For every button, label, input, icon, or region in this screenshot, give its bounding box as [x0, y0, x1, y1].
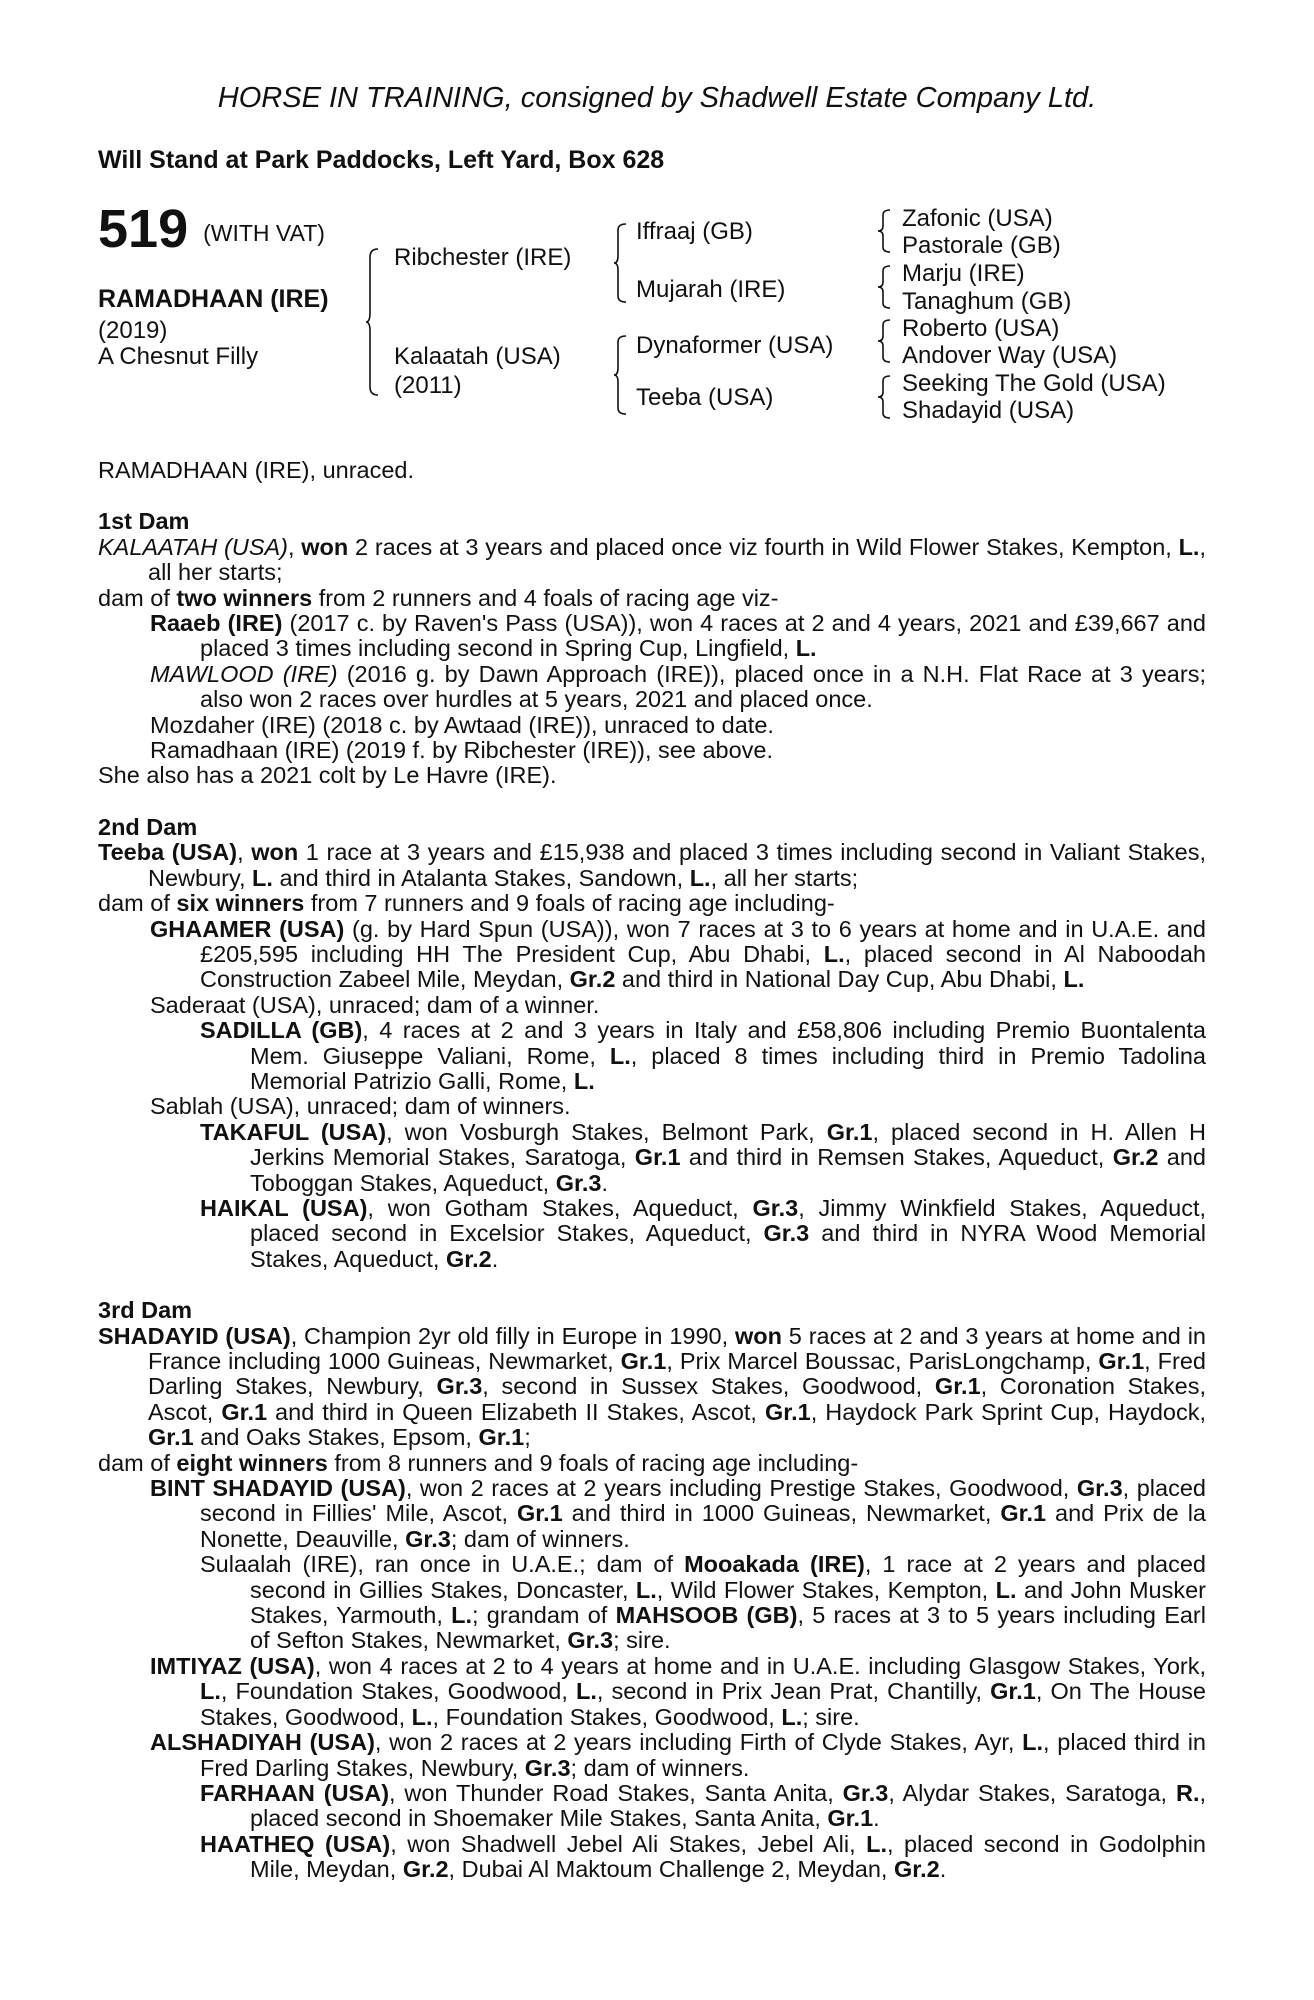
text-segment: Raaeb (IRE): [150, 610, 283, 637]
text-segment: L.: [252, 864, 273, 891]
text-segment: Gr.2: [893, 1856, 940, 1883]
text-segment: .: [939, 1856, 947, 1883]
text-segment: , Fred Darling Stakes, Newbury,: [148, 1348, 1206, 1400]
pedigree-bracket-dam: [614, 334, 628, 416]
text-segment: (2017 c. by Raven's Pass (USA)), won 4 races at 2 and 4 years, 2021 and £39,667 and placed 3 times including second in Spring Cup, Lingfield,: [200, 610, 1206, 662]
text-segment: SADILLA (GB): [200, 1017, 363, 1044]
second-dam-grandfoal-haikal: [98, 1196, 1206, 1272]
text-segment: MAHSOOB (GB): [615, 1602, 798, 1629]
text-segment: and third in 1000 Guineas, Newmarket,: [562, 1500, 1001, 1527]
pedigree-sdd: Tanaghum (GB): [902, 288, 1072, 315]
text-segment: ; sire.: [613, 1627, 671, 1654]
text-segment: won: [734, 1322, 782, 1349]
text-segment: dam of: [98, 584, 177, 611]
second-dam-record: [98, 840, 1206, 891]
text-segment: L.: [575, 1678, 597, 1705]
text-segment: from 8 runners and 9 foals of racing age including-: [327, 1449, 859, 1476]
first-dam-record: [98, 535, 1206, 586]
pedigree-dam-dam: Teeba (USA): [636, 384, 774, 411]
text-segment: ;: [524, 1424, 531, 1451]
text-segment: Gr.3: [524, 1754, 571, 1781]
text-segment: , Wild Flower Stakes, Kempton,: [656, 1576, 996, 1603]
second-dam-foal-ghaamer: [98, 917, 1206, 993]
text-segment: , Coronation Stakes, Ascot,: [148, 1373, 1206, 1425]
second-dam-grandfoal-sadilla: [98, 1018, 1206, 1094]
text-segment: 1 race at 3 years and £15,938 and placed 3 times including second in Valiant Stakes, Newbury,: [148, 839, 1206, 891]
text-segment: 2 races at 3 years and placed once viz fourth in Wild Flower Stakes, Kempton,: [348, 533, 1179, 560]
text-segment: Gr.1: [826, 1118, 873, 1145]
text-segment: Gr.1: [478, 1424, 525, 1451]
text-segment: Gr.2: [569, 966, 616, 993]
text-segment: Gr.3: [842, 1779, 889, 1806]
text-segment: won: [301, 533, 349, 560]
text-segment: 5 races at 2 and 3 years at home and in France including 1000 Guineas, Newmarket,: [148, 1322, 1206, 1374]
second-dam-produce-summary: [98, 891, 1206, 916]
text-segment: two winners: [176, 584, 313, 611]
text-segment: Gr.1: [1098, 1348, 1145, 1374]
catalogue-body: [98, 458, 1206, 1883]
text-segment: , won 2 races at 2 years including Firth of Clyde Stakes, Ayr,: [374, 1729, 1023, 1756]
text-segment: .: [873, 1805, 880, 1832]
text-segment: , won Vosburgh Stakes, Belmont Park,: [386, 1118, 827, 1145]
page-header: HORSE IN TRAINING, consigned by Shadwell Estate Company Ltd.: [217, 82, 1097, 114]
text-segment: HAATHEQ (USA): [200, 1830, 391, 1857]
text-segment: , On The House Stakes, Goodwood,: [200, 1678, 1206, 1730]
text-segment: TAKAFUL (USA): [200, 1118, 387, 1145]
text-segment: Gr.1: [764, 1398, 811, 1425]
text-segment: and third in Atalanta Stakes, Sandown,: [272, 864, 690, 891]
pedigree-sss: Zafonic (USA): [902, 205, 1053, 232]
second-dam-heading: 2nd Dam: [98, 813, 198, 840]
horse-name: RAMADHAAN (IRE): [98, 285, 329, 313]
text-segment: Gr.2: [402, 1856, 449, 1883]
lot-number: [98, 199, 325, 260]
pedigree-bracket-main: [366, 247, 380, 397]
third-dam-grandfoal-haatheq: [98, 1832, 1206, 1883]
pedigree-bracket-dd: [878, 374, 892, 420]
stand-location: Will Stand at Park Paddocks, Left Yard, Box 628: [98, 146, 665, 174]
second-dam-foal-saderaat: Saderaat (USA), unraced; dam of a winner.: [150, 991, 600, 1018]
text-segment: L.: [823, 940, 845, 967]
pedigree-bracket-ss: [878, 208, 892, 254]
text-segment: , placed second in H. Allen H Jerkins Memorial Stakes, Saratoga,: [250, 1118, 1207, 1171]
first-dam-foal-raaeb: [98, 611, 1206, 662]
text-segment: dam of: [98, 890, 177, 917]
text-segment: , placed third in Fred Darling Stakes, Newbury,: [200, 1729, 1206, 1781]
text-segment: .: [601, 1169, 608, 1196]
text-segment: GHAAMER (USA): [150, 915, 345, 942]
text-segment: six winners: [176, 890, 305, 917]
text-segment: L.: [411, 1703, 433, 1730]
text-segment: Gr.3: [752, 1194, 799, 1221]
pedigree-bracket-sire: [614, 222, 628, 304]
third-dam-foal-imtiyaz: [98, 1654, 1206, 1730]
text-segment: (g. by Hard Spun (USA)), won 7 races at 3 to 6 years at home and in U.A.E. and £205,595 including HH The President Cup, Abu Dhabi,: [200, 915, 1206, 967]
text-segment: , 5 races at 3 to 5 years including Earl of Sefton Stakes, Newmarket,: [250, 1602, 1206, 1654]
third-dam-grandfoal-farhaan: [98, 1781, 1206, 1832]
pedigree-dam: Kalaatah (USA): [394, 343, 561, 370]
text-segment: won: [251, 839, 299, 866]
lot-number-value: 519: [98, 199, 189, 259]
pedigree-sire-dam: Mujarah (IRE): [636, 276, 786, 303]
pedigree-ssd: Pastorale (GB): [902, 232, 1061, 259]
text-segment: HAIKAL (USA): [200, 1194, 368, 1221]
text-segment: Mooakada (IRE): [684, 1551, 865, 1578]
text-segment: Gr.1: [827, 1805, 874, 1832]
pedigree-bracket-ds: [878, 318, 892, 364]
third-dam-foal-alshadiyah: [98, 1730, 1206, 1781]
text-segment: (2016 g. by Dawn Approach (IRE)), placed once in a N.H. Flat Race at 3 years; also won 2 races over hurdles at 5 years, 2021 and placed once.: [200, 660, 1206, 713]
pedigree-dam-year: (2011): [394, 372, 462, 399]
second-dam-foal-sablah: Sablah (USA), unraced; dam of winners.: [150, 1093, 571, 1120]
text-segment: L.: [795, 635, 817, 662]
horse-year: (2019): [98, 317, 168, 344]
text-segment: , Jimmy Winkfield Stakes, Aqueduct, placed second in Excelsior Stakes, Aqueduct,: [250, 1194, 1206, 1247]
text-segment: , all her starts;: [710, 864, 859, 891]
text-segment: Gr.1: [517, 1500, 563, 1527]
third-dam-grandfoal-sulaalah: [98, 1552, 1206, 1654]
first-dam-produce-summary: [98, 586, 1206, 611]
pedigree-dam-sire: Dynaformer (USA): [636, 332, 834, 359]
text-segment: , second in Sussex Stakes, Goodwood,: [482, 1373, 935, 1400]
first-dam-foal-mozdaher: Mozdaher (IRE) (2018 c. by Awtaad (IRE)), unraced to date.: [150, 711, 774, 738]
text-segment: KALAATAH (USA): [98, 533, 288, 560]
text-segment: and third in Remsen Stakes, Aqueduct,: [680, 1144, 1113, 1171]
text-segment: Gr.3: [763, 1220, 810, 1247]
text-segment: from 2 runners and 4 foals of racing age viz-: [312, 584, 779, 611]
text-segment: L.: [781, 1703, 803, 1730]
text-segment: Gr.1: [990, 1678, 1036, 1705]
text-segment: L.: [609, 1042, 631, 1069]
pedigree-sire-sire: Iffraaj (GB): [636, 218, 753, 245]
third-dam-produce-summary: [98, 1451, 1206, 1476]
text-segment: , placed second in Fillies' Mile, Ascot,: [200, 1475, 1206, 1527]
second-dam-grandfoal-takaful: [98, 1120, 1206, 1196]
horse-description: A Chesnut Filly: [98, 343, 259, 370]
text-segment: Gr.3: [1076, 1475, 1123, 1502]
text-segment: , Prix Marcel Boussac, ParisLongchamp,: [666, 1348, 1099, 1374]
text-segment: and Oaks Stakes, Epsom,: [193, 1424, 479, 1451]
text-segment: Gr.2: [445, 1245, 492, 1272]
pedigree-dds: Seeking The Gold (USA): [902, 370, 1166, 397]
text-segment: , placed second in Shoemaker Mile Stakes, Santa Anita,: [250, 1779, 1206, 1832]
text-segment: L.: [1022, 1729, 1044, 1756]
text-segment: ; sire.: [802, 1703, 860, 1730]
pedigree-bracket-sd: [878, 264, 892, 310]
text-segment: L.: [1178, 533, 1200, 560]
text-segment: , placed second in Godolphin Mile, Meydan,: [250, 1830, 1206, 1883]
text-segment: , won Gotham Stakes, Aqueduct,: [367, 1194, 753, 1221]
text-segment: MAWLOOD (IRE): [150, 660, 338, 687]
text-segment: L.: [1063, 966, 1085, 993]
text-segment: from 7 runners and 9 foals of racing age including-: [304, 890, 835, 917]
text-segment: L.: [995, 1576, 1017, 1603]
text-segment: ; grandam of: [471, 1602, 616, 1629]
text-segment: , won Thunder Road Stakes, Santa Anita,: [389, 1779, 843, 1806]
text-segment: eight winners: [176, 1449, 328, 1476]
text-segment: , all her starts;: [148, 533, 1206, 586]
text-segment: Teeba (USA): [98, 839, 238, 866]
text-segment: L.: [866, 1830, 888, 1857]
text-segment: , won Shadwell Jebel Ali Stakes, Jebel Ali,: [390, 1830, 867, 1857]
text-segment: BINT SHADAYID (USA): [150, 1475, 406, 1502]
text-segment: Gr.3: [567, 1627, 614, 1654]
text-segment: Gr.2: [1112, 1144, 1159, 1171]
text-segment: , placed 8 times including third in Premio Tadolina Memorial Patrizio Galli, Rome,: [250, 1042, 1206, 1094]
text-segment: , Haydock Park Sprint Cup, Haydock,: [810, 1398, 1206, 1425]
text-segment: ,: [288, 533, 302, 560]
text-segment: Gr.1: [148, 1424, 194, 1451]
text-segment: ; dam of winners.: [570, 1754, 750, 1781]
text-segment: dam of: [98, 1449, 177, 1476]
text-segment: Sulaalah (IRE), ran once in U.A.E.; dam of: [200, 1551, 685, 1578]
text-segment: Gr.3: [436, 1373, 483, 1400]
text-segment: and third in NYRA Wood Memorial Stakes, Aqueduct,: [250, 1220, 1206, 1272]
text-segment: L.: [451, 1602, 472, 1629]
pedigree-ddd: Shadayid (USA): [902, 397, 1075, 424]
text-segment: SHADAYID (USA): [98, 1322, 291, 1349]
text-segment: , won 4 races at 2 to 4 years at home and in U.A.E. including Glasgow Stakes, York,: [314, 1652, 1206, 1679]
text-segment: R.: [1175, 1779, 1200, 1806]
text-segment: , Foundation Stakes, Goodwood,: [432, 1703, 782, 1730]
text-segment: L.: [200, 1678, 221, 1705]
first-dam-foal-ramadhaan: Ramadhaan (IRE) (2019 f. by Ribchester (IRE)), see above.: [150, 737, 774, 764]
text-segment: Gr.1: [221, 1398, 268, 1425]
first-dam-colt-note: She also has a 2021 colt by Le Havre (IRE).: [98, 762, 557, 789]
text-segment: FARHAAN (USA): [200, 1779, 390, 1806]
text-segment: , 4 races at 2 and 3 years in Italy and £58,806 including Premio Buontalenta Mem. Giuseppe Valiani, Rome,: [250, 1017, 1206, 1069]
text-segment: and third in National Day Cup, Abu Dhabi,: [615, 966, 1064, 993]
third-dam-heading: 3rd Dam: [98, 1297, 193, 1324]
text-segment: Gr.1: [1000, 1500, 1047, 1527]
text-segment: Gr.1: [634, 1144, 681, 1171]
pedigree-sds: Marju (IRE): [902, 260, 1025, 287]
vat-note: (WITH VAT): [203, 220, 325, 246]
text-segment: , Alydar Stakes, Saratoga,: [888, 1779, 1176, 1806]
text-segment: , 1 race at 2 years and placed second in Gillies Stakes, Doncaster,: [250, 1551, 1206, 1603]
text-segment: , Dubai Al Maktoum Challenge 2, Meydan,: [448, 1856, 894, 1883]
text-segment: and third in Queen Elizabeth II Stakes, Ascot,: [267, 1398, 765, 1425]
text-segment: , placed second in Al Naboodah Construction Zabeel Mile, Meydan,: [200, 940, 1206, 993]
text-segment: .: [491, 1245, 499, 1272]
third-dam-foal-bint-shadayid: [98, 1476, 1206, 1552]
pedigree-dss: Roberto (USA): [902, 315, 1060, 342]
text-segment: , second in Prix Jean Prat, Chantilly,: [596, 1678, 991, 1705]
text-segment: L.: [689, 864, 711, 891]
text-segment: ALSHADIYAH (USA): [150, 1729, 375, 1756]
text-segment: and John Musker Stakes, Yarmouth,: [250, 1576, 1207, 1629]
text-segment: Gr.1: [934, 1373, 981, 1400]
text-segment: IMTIYAZ (USA): [150, 1652, 315, 1679]
text-segment: and Prix de la Nonette, Deauville,: [200, 1500, 1206, 1552]
unraced-note: RAMADHAAN (IRE), unraced.: [98, 457, 415, 483]
text-segment: L.: [573, 1067, 595, 1094]
text-segment: and Toboggan Stakes, Aqueduct,: [250, 1144, 1206, 1196]
text-segment: Gr.3: [555, 1169, 602, 1196]
pedigree-dsd: Andover Way (USA): [902, 342, 1118, 369]
first-dam-heading: 1st Dam: [98, 508, 190, 535]
text-segment: L.: [635, 1576, 657, 1603]
pedigree-sire: Ribchester (IRE): [394, 244, 572, 271]
first-dam-foal-mawlood: [98, 662, 1206, 713]
text-segment: ; dam of winners.: [450, 1525, 630, 1552]
text-segment: , won 2 races at 2 years including Prestige Stakes, Goodwood,: [405, 1475, 1077, 1502]
text-segment: , Foundation Stakes, Goodwood,: [220, 1678, 576, 1705]
text-segment: Gr.1: [620, 1348, 667, 1374]
text-segment: Gr.3: [405, 1525, 451, 1552]
text-segment: , Champion 2yr old filly in Europe in 1990,: [290, 1322, 735, 1349]
text-segment: ,: [237, 839, 252, 866]
third-dam-record: [98, 1324, 1206, 1451]
